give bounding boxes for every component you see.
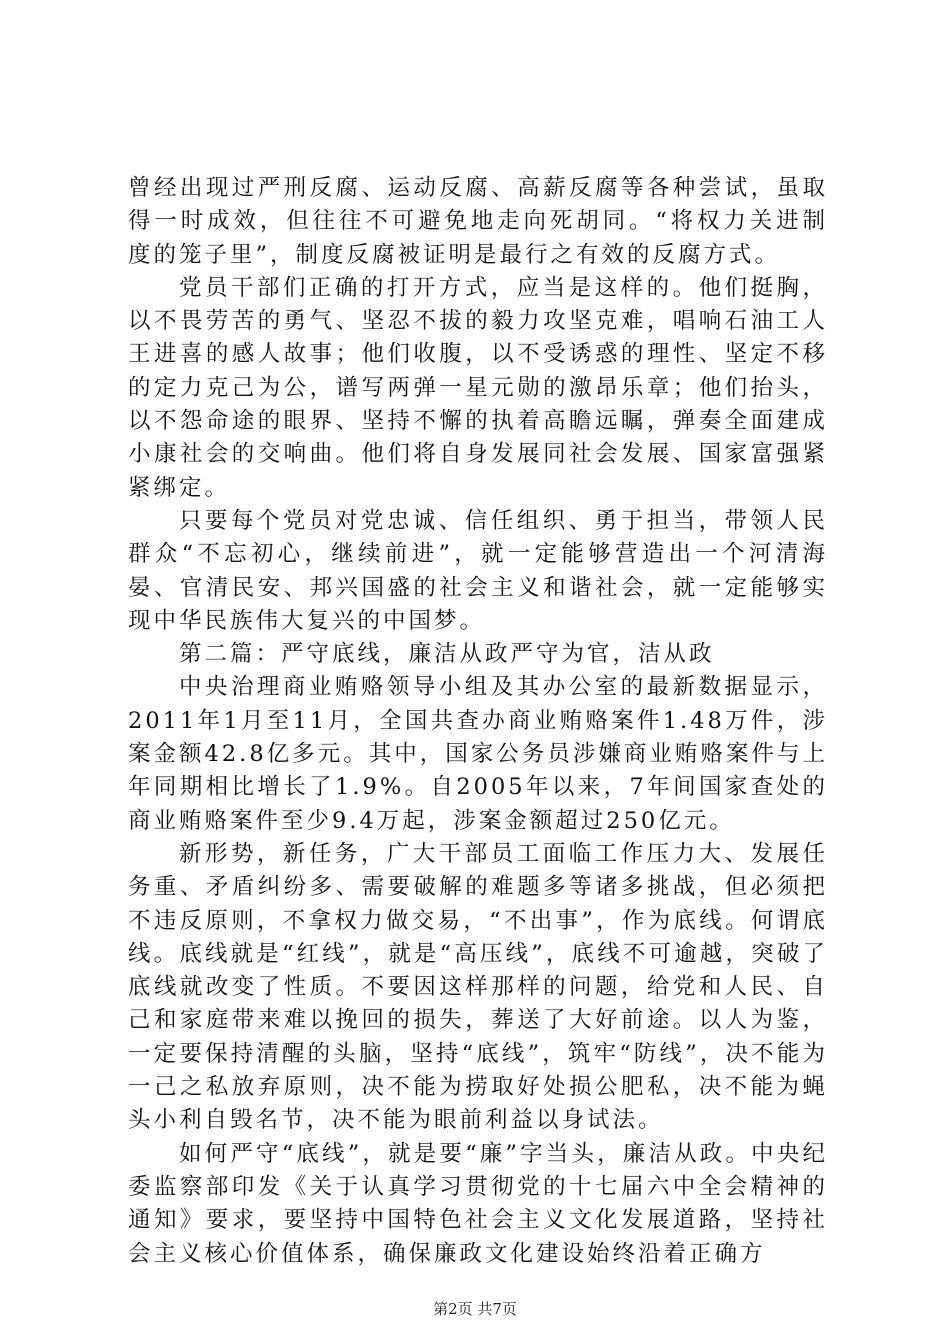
page-footer: 第2页 共7页	[433, 1300, 517, 1318]
paragraph-6: 如何严守“底线”，就是要“廉”字当头，廉洁从政。中央纪委监察部印发《关于认真学习贯彻党的十七届六中全会精神的通知》要求，要坚持中国特色社会主义文化发展道路，坚持社会主义核心价值体系，确保廉政文化建设始终沿着正确方	[128, 1140, 828, 1267]
paragraph-5: 新形势，新任务，广大干部员工面临工作压力大、发展任务重、矛盾纠纷多、需要破解的难题多等诸多挑战，但必须把不违反原则，不拿权力做交易，“不出事”，作为底线。何谓底线。底线就是“红线”，就是“高压线”，底线不可逾越，突破了底线就改变了性质。不要因这样那样的问题，给党和人民、自己和家庭带来难以挽回的损失，葬送了大好前途。以人为鉴，一定要保持清醒的头脑，坚持“底线”，筑牢“防线”，决不能为一己之私放弃原则，决不能为捞取好处损公肥私，决不能为蝇头小利自毁名节，决不能为眼前利益以身试法。	[128, 840, 828, 1134]
paragraph-2: 党员干部们正确的打开方式，应当是这样的。他们挺胸，以不畏劳苦的勇气、坚忍不拔的毅力攻坚克难，唱响石油工人王进喜的感人故事；他们收腹，以不受诱惑的理性、坚定不移的定力克己为公，谱写两弹一星元勋的激昂乐章；他们抬头，以不怨命途的眼界、坚持不懈的执着高瞻远瞩，弹奏全面建成小康社会的交响曲。他们将自身发展同社会发展、国家富强紧紧绑定。	[128, 274, 828, 501]
paragraph-4: 中央治理商业贿赂领导小组及其办公室的最新数据显示，2011年1月至11月，全国共查办商业贿赂案件1.48万件，涉案金额42.8亿多元。其中，国家公务员涉嫌商业贿赂案件与上年同期相比增长了1.9%。自2005年以来，7年间国家查处的商业贿赂案件至少9.4万起，涉案金额超过250亿元。	[128, 674, 828, 834]
paragraph-1: 曾经出现过严刑反腐、运动反腐、高薪反腐等各种尝试，虽取得一时成效，但往往不可避免地走向死胡同。“将权力关进制度的笼子里”，制度反腐被证明是最行之有效的反腐方式。	[128, 175, 828, 268]
document-body	[128, 172, 828, 1271]
paragraph-3: 只要每个党员对党忠诚、信任组织、勇于担当，带领人民群众“不忘初心，继续前进”，就一定能够营造出一个河清海晏、官清民安、邦兴国盛的社会主义和谐社会，就一定能够实现中华民族伟大复兴的中国梦。	[128, 507, 828, 634]
section-heading: 第二篇：严守底线，廉洁从政严守为官，洁从政	[179, 641, 715, 668]
